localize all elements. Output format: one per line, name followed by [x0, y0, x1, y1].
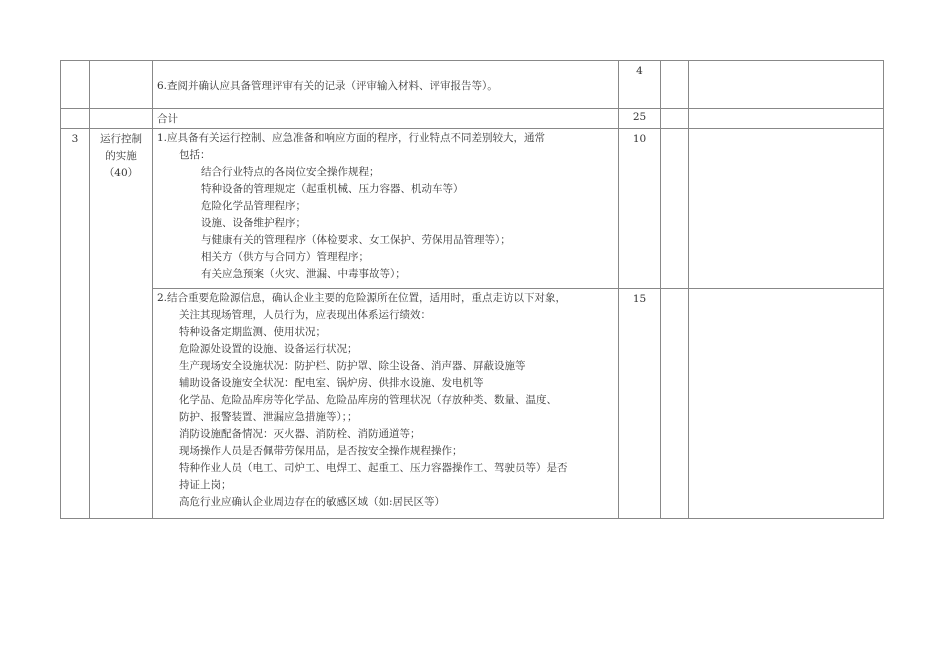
blank-cell [689, 129, 884, 289]
score-cell: 10 [619, 129, 661, 289]
content-line: 防护、报警装置、泄漏应急措施等）；； [179, 411, 358, 423]
content-line: 6.查阅并确认应具备管理评审有关的记录（评审输入材料、评审报告等）。 [157, 80, 498, 92]
blank-cell [661, 289, 689, 519]
content-line: 持证上岗； [179, 479, 232, 491]
content-cell [153, 129, 619, 289]
content-line: 1.应具备有关运行控制、应急准备和响应方面的程序，行业特点不同差别较大，通常 [157, 132, 546, 144]
row-number-cell [61, 61, 90, 109]
content-cell [153, 289, 619, 519]
content-line: 危险源处设置的设施、设备运行状况； [179, 343, 358, 355]
audit-checklist-table [60, 60, 884, 519]
content-line: 与健康有关的管理程序（体检要求、女工保护、劳保用品管理等）； [201, 234, 511, 246]
content-line: 2.结合重要危险源信息，确认企业主要的危险源所在位置，适用时，重点走访以下对象， [157, 292, 567, 304]
item-weight: （40） [103, 167, 139, 179]
row-number-cell [61, 109, 90, 129]
content-line: 关注其现场管理，人员行为，应表现出体系运行绩效： [179, 309, 431, 321]
table-row [61, 129, 884, 289]
content-line: 有关应急预案（火灾、泄漏、中毒事故等）； [201, 268, 406, 280]
content-line: 高危行业应确认企业周边存在的敏感区域（如:居民区等） [179, 496, 446, 508]
content-cell [153, 61, 619, 109]
content-line: 相关方（供方与合同方）管理程序； [201, 251, 369, 263]
score-cell: 15 [619, 289, 661, 519]
content-line: 现场操作人员是否佩带劳保用品，是否按安全操作规程操作； [179, 445, 463, 457]
blank-cell [661, 109, 689, 129]
row-number-cell: 3 [61, 129, 90, 519]
table-row [61, 109, 884, 129]
item-cell [90, 129, 153, 519]
content-line: 消防设施配备情况：灭火器、消防栓、消防通道等； [179, 428, 421, 440]
total-label: 合计 [157, 113, 178, 125]
score-cell: 25 [619, 109, 661, 129]
item-name-line: 运行控制 [100, 133, 142, 145]
content-line: 辅助设备设施安全状况：配电室、锅炉房、供排水设施、发电机等 [179, 377, 484, 389]
content-line: 包括： [179, 149, 211, 161]
item-name-line: 的实施 [105, 150, 137, 162]
content-line: 化学品、危险品库房等化学品、危险品库房的管理状况（存放种类、数量、温度、 [179, 394, 557, 406]
content-line: 结合行业特点的各岗位安全操作规程； [201, 166, 380, 178]
content-line: 特种作业人员（电工、司炉工、电焊工、起重工、压力容器操作工、驾驶员等）是否 [179, 462, 568, 474]
item-cell [90, 109, 153, 129]
content-line: 特种设备的管理规定（起重机械、压力容器、机动车等） [201, 183, 464, 195]
content-line: 设施、设备维护程序； [201, 217, 306, 229]
content-line: 特种设备定期监测、使用状况； [179, 326, 326, 338]
item-cell [90, 61, 153, 109]
content-line: 危险化学品管理程序； [201, 200, 306, 212]
blank-cell [689, 109, 884, 129]
table-row [61, 289, 884, 519]
blank-cell [689, 289, 884, 519]
blank-cell [661, 129, 689, 289]
table-row [61, 61, 884, 109]
blank-cell [661, 61, 689, 109]
blank-cell [689, 61, 884, 109]
score-cell: 4 [619, 61, 661, 109]
content-line: 生产现场安全设施状况：防护栏、防护罩、除尘设备、消声器、屏蔽设施等 [179, 360, 526, 372]
content-cell [153, 109, 619, 129]
